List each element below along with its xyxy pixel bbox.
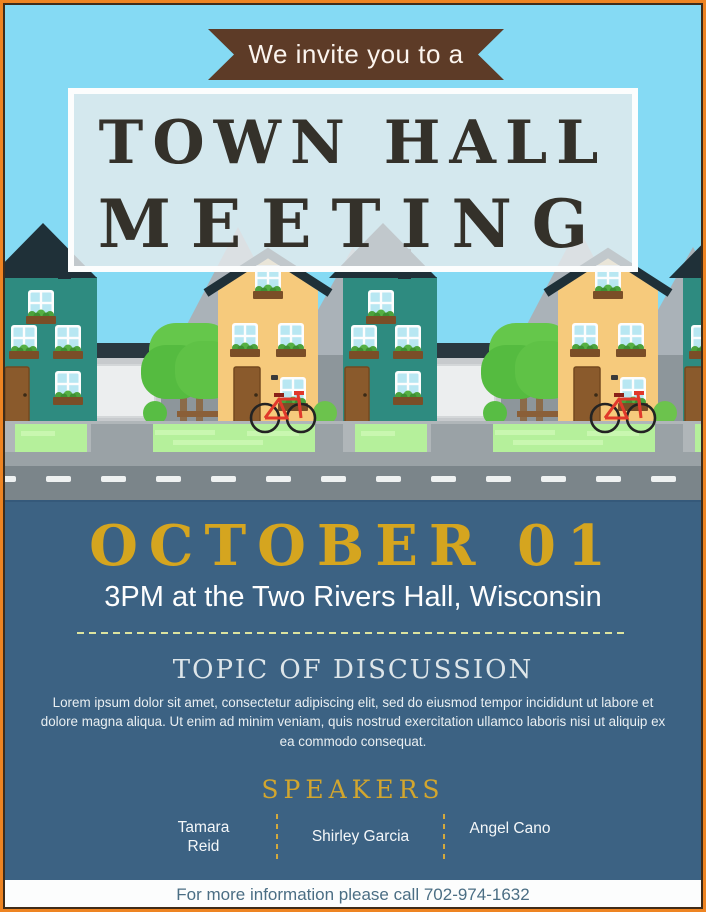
- footer-bar: [3, 880, 703, 910]
- speakers-heading: SPEAKERS: [261, 774, 445, 804]
- topic-heading: TOPIC OF DISCUSSION: [172, 655, 534, 685]
- sidewalk: [3, 452, 703, 466]
- ribbon-banner: [196, 28, 516, 81]
- title-line-2: MEETING: [97, 185, 609, 263]
- speaker-name-text: Tamara Reid: [177, 818, 230, 855]
- headline-panel: [68, 88, 638, 272]
- speaker-name: Shirley Garcia: [311, 828, 410, 846]
- speakers-row: [3, 814, 703, 860]
- road: [3, 466, 703, 500]
- ribbon-label: We invite you to a: [248, 39, 464, 69]
- speaker-name: Angel Cano: [469, 820, 551, 838]
- speaker-name: [131, 818, 276, 856]
- event-date: OCTOBER 01: [89, 513, 617, 579]
- event-location: 3PM at the Two Rivers Hall, Wisconsin: [104, 581, 602, 613]
- dashed-divider: [77, 632, 629, 634]
- topic-body: Lorem ipsum dolor sit amet, consectetur adipiscing elit, sed do eiusmod tempor incididunt ut labore et dolore magna aliqua. Ut enim ad minim veniam, quis nostrud exercitation ullamco laboris nisi ut aliquip ex ea commodo consequat.: [40, 695, 666, 749]
- footer-contact-text: For more information please call 702-974-1632: [176, 885, 530, 904]
- title-line-1: TOWN HALL: [98, 108, 608, 178]
- event-info-section: [3, 500, 703, 880]
